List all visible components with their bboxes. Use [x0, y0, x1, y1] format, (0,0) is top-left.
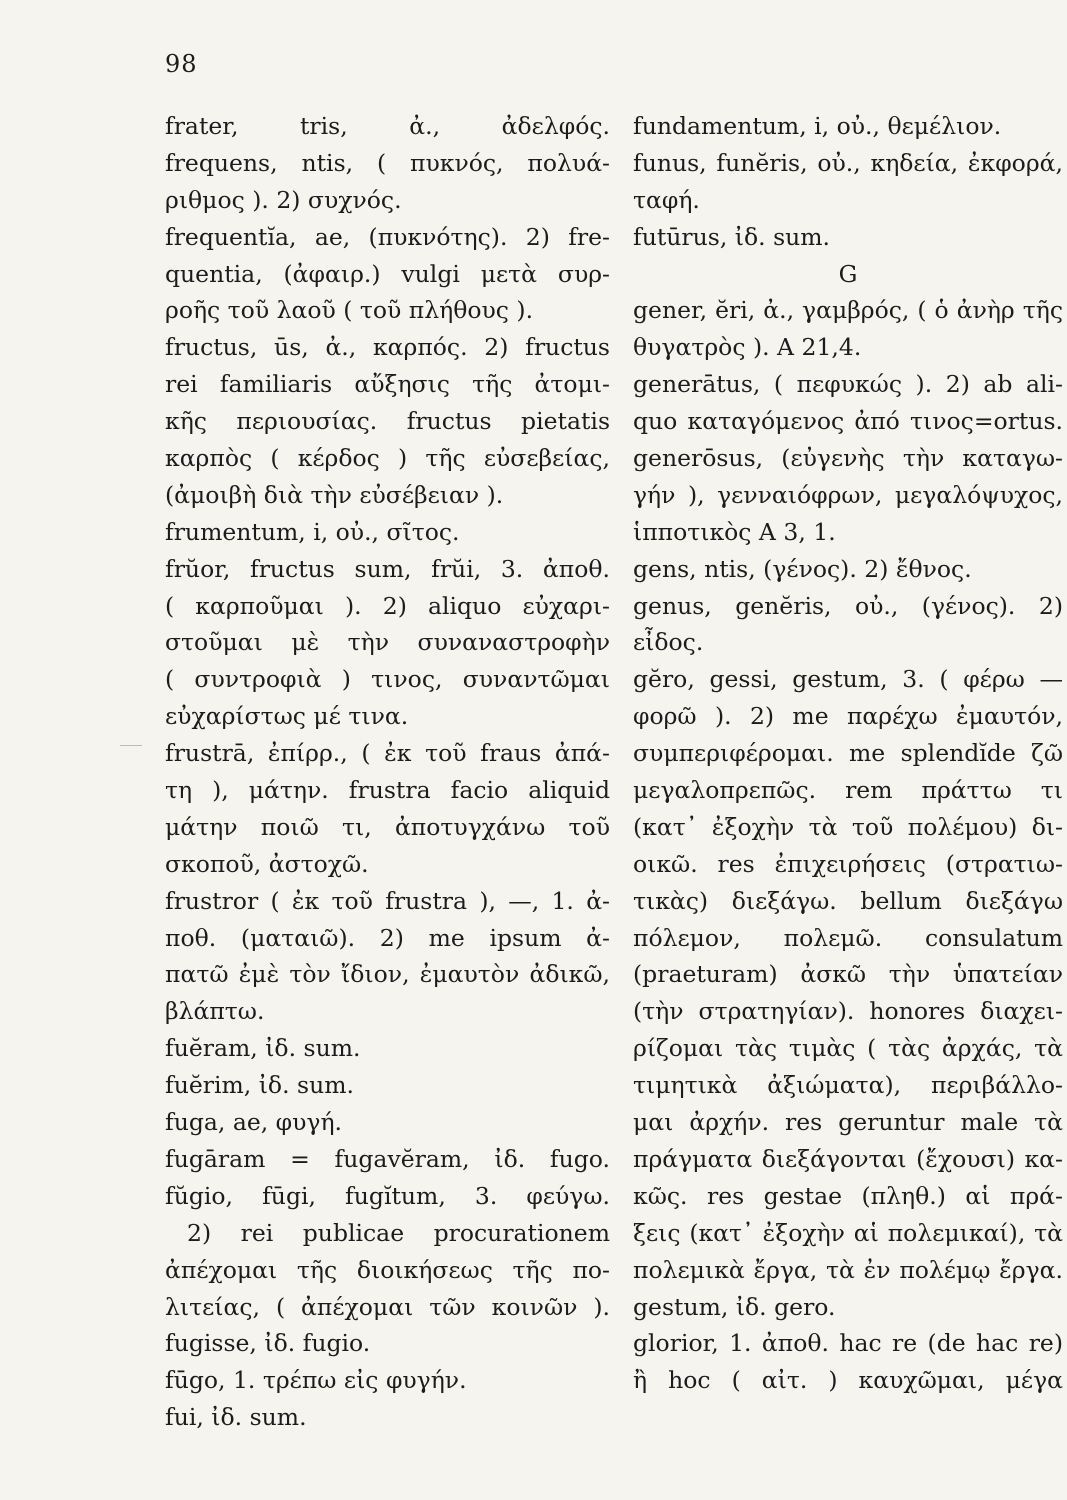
entry-line-right: ξεις (κατ᾽ ἐξοχὴν αἱ πολεμικαί), τὰ [633, 1218, 1063, 1247]
entry-line-left: fuga, ae, φυγή. [165, 1108, 343, 1137]
left-column [165, 108, 610, 1436]
entry-line-right: ἱπποτικὸς A 3, 1. [633, 517, 836, 546]
entry-line-right: futūrus, ἰδ. sum. [633, 222, 831, 251]
entry-line-left: frustror ( ἐκ τοῦ frustra ), —, 1. ἀ- [165, 886, 610, 915]
right-column [633, 108, 1063, 1399]
entry-line-left: ροῆς τοῦ λαοῦ ( τοῦ πλήθους ). [165, 296, 534, 325]
entry-line-left: ( καρποῦμαι ). 2) aliquo εὐχαρι- [165, 591, 610, 620]
entry-line-left: frumentum, i, οὐ., σῖτος. [165, 517, 460, 546]
entry-line-left: λιτείας, ( ἀπέχομαι τῶν κοινῶν ). [165, 1292, 610, 1321]
entry-line-left: ( συντροφιὰ ) τινος, συναντῶμαι [165, 665, 610, 694]
entry-line-right: gens, ntis, (γένος). 2) ἔθνος. [633, 554, 972, 583]
entry-line-left: fructus, ūs, ἀ., καρπός. 2) fructus [165, 333, 610, 362]
entry-line-left: τη ), μάτην. frustra facio aliquid [165, 776, 610, 805]
entry-line-right: fundamentum, i, οὐ., θεμέλιον. [633, 112, 1002, 140]
entry-line-right: (κατ᾽ ἐξοχὴν τὰ τοῦ πολέμου) δι- [633, 812, 1063, 841]
entry-line-right: πολεμικὰ ἔργα, τὰ ἐν πολέμῳ ἔργα. [633, 1255, 1063, 1284]
entry-line-right: θυγατρὸς ). A 21,4. [633, 333, 862, 362]
entry-line-right: συμπεριφέρομαι. me splendĭde ζῶ [633, 739, 1063, 768]
entry-line-right: (praeturam) ἀσκῶ τὴν ὑπατείαν [633, 960, 1063, 989]
entry-line-left: fugisse, ἰδ. fugio. [165, 1329, 371, 1358]
entry-line-right: quo καταγόμενος ἀπό τινος=ortus. [633, 407, 1063, 436]
entry-line-right: φορῶ ). 2) me παρέχω ἐμαυτόν, [633, 702, 1063, 731]
entry-line-left: (ἀμοιβὴ διὰ τὴν εὐσέβειαν ). [165, 480, 504, 509]
entry-line-left: εὐχαρίστως μέ τινα. [165, 702, 409, 731]
entry-line-right: ἢ hoc ( αἰτ. ) καυχῶμαι, μέγα [633, 1366, 1063, 1395]
entry-line-right: funus, funĕris, οὐ., κηδεία, ἐκφορά, [633, 148, 1063, 177]
margin-rule [120, 745, 142, 746]
entry-line-left: frater, tris, ἀ., ἀδελφός. [165, 112, 610, 140]
entry-line-left: μάτην ποιῶ τι, ἀποτυγχάνω τοῦ [165, 812, 610, 841]
entry-line-left: καρπὸς ( κέρδος ) τῆς εὐσεβείας, [165, 444, 610, 473]
entry-line-left: ἀπέχομαι τῆς διοικήσεως τῆς πο- [165, 1255, 610, 1284]
entry-line-left: frustrā, ἐπίρρ., ( ἐκ τοῦ fraus ἀπά- [165, 739, 610, 768]
entry-line-right: τιμητικὰ ἀξιώματα), περιβάλλο- [633, 1071, 1063, 1100]
entry-line-left: fuĕrim, ἰδ. sum. [165, 1071, 354, 1100]
entry-line-left: frŭor, fructus sum, frŭi, 3. ἀποθ. [165, 554, 610, 583]
entry-line-right: κῶς. res gestae (πληθ.) αἱ πρά- [633, 1181, 1063, 1210]
entry-line-left: frequentĭa, ae, (πυκνότης). 2) fre- [165, 222, 610, 251]
entry-line-right: οικῶ. res ἐπιχειρήσεις (στρατιω- [633, 849, 1063, 878]
entry-line-left: fuĕram, ἰδ. sum. [165, 1034, 361, 1063]
entry-line-left: στοῦμαι μὲ τὴν συναναστροφὴν [165, 628, 610, 657]
entry-line-left: quentia, (ἀφαιρ.) vulgi μετὰ συρ- [165, 259, 610, 288]
entry-line-left: fŭgio, fūgi, fugĭtum, 3. φεύγω. [165, 1181, 610, 1210]
entry-line-right: glorior, 1. ἀποθ. hac re (de hac re) [633, 1329, 1063, 1358]
entry-line-right: πράγματα διεξάγονται (ἔχουσι) κα- [633, 1144, 1063, 1173]
entry-line-left: 2) rei publicae procurationem [187, 1218, 610, 1247]
entry-line-right: μαι ἀρχήν. res geruntur male τὰ [633, 1108, 1063, 1137]
entry-line-right: gĕro, gessi, gestum, 3. ( φέρω — [633, 665, 1063, 694]
entry-line-right: ταφή. [633, 185, 700, 214]
entry-line-right: μεγαλοπρεπῶς. rem πράττω τι [633, 776, 1063, 805]
entry-line-right: γήν ), γενναιόφρων, μεγαλόψυχος, [633, 480, 1063, 509]
entry-line-right: πόλεμον, πολεμῶ. consulatum [633, 923, 1063, 952]
entry-line-right: generōsus, (εὐγενὴς τὴν καταγω- [633, 444, 1063, 473]
entry-line-left: fugāram = fugavĕram, ἰδ. fugo. [165, 1144, 610, 1173]
entry-line-left: κῆς περιουσίας. fructus pietatis [165, 407, 610, 436]
entry-line-right: G [838, 259, 858, 288]
entry-line-left: ποθ. (ματαιῶ). 2) me ipsum ἀ- [165, 923, 610, 952]
entry-line-left: ριθμος ). 2) συχνός. [165, 185, 402, 214]
entry-line-right: gener, ĕri, ἀ., γαμβρός, ( ὁ ἀνὴρ τῆς [633, 296, 1063, 325]
entry-line-left: frequens, ntis, ( πυκνός, πολυά- [165, 148, 610, 177]
entry-line-left: rei familiaris αὔξησις τῆς ἀτομι- [165, 370, 610, 399]
entry-line-right: τικὰς) διεξάγω. bellum διεξάγω [633, 886, 1063, 915]
page-number: 98 [165, 50, 198, 78]
entry-line-left: πατῶ ἐμὲ τὸν ἴδιον, ἐμαυτὸν ἀδικῶ, [165, 960, 610, 989]
entry-line-left: fūgo, 1. τρέπω εἰς φυγήν. [165, 1366, 467, 1395]
entry-line-left: βλάπτω. [165, 997, 265, 1026]
entry-line-right: gestum, ἰδ. gero. [633, 1292, 836, 1321]
entry-line-right: εἶδος. [633, 628, 704, 657]
entry-line-left: fui, ἰδ. sum. [165, 1403, 307, 1432]
entry-line-right: genus, genĕris, οὐ., (γένος). 2) [633, 591, 1063, 620]
entry-line-left: σκοποῦ, ἀστοχῶ. [165, 849, 369, 878]
entry-line-right: ρίζομαι τὰς τιμὰς ( τὰς ἀρχάς, τὰ [633, 1034, 1063, 1063]
entry-line-right: (τὴν στρατηγίαν). honores διαχει- [633, 997, 1063, 1026]
entry-line-right: generātus, ( πεφυκώς ). 2) ab ali- [633, 370, 1063, 399]
